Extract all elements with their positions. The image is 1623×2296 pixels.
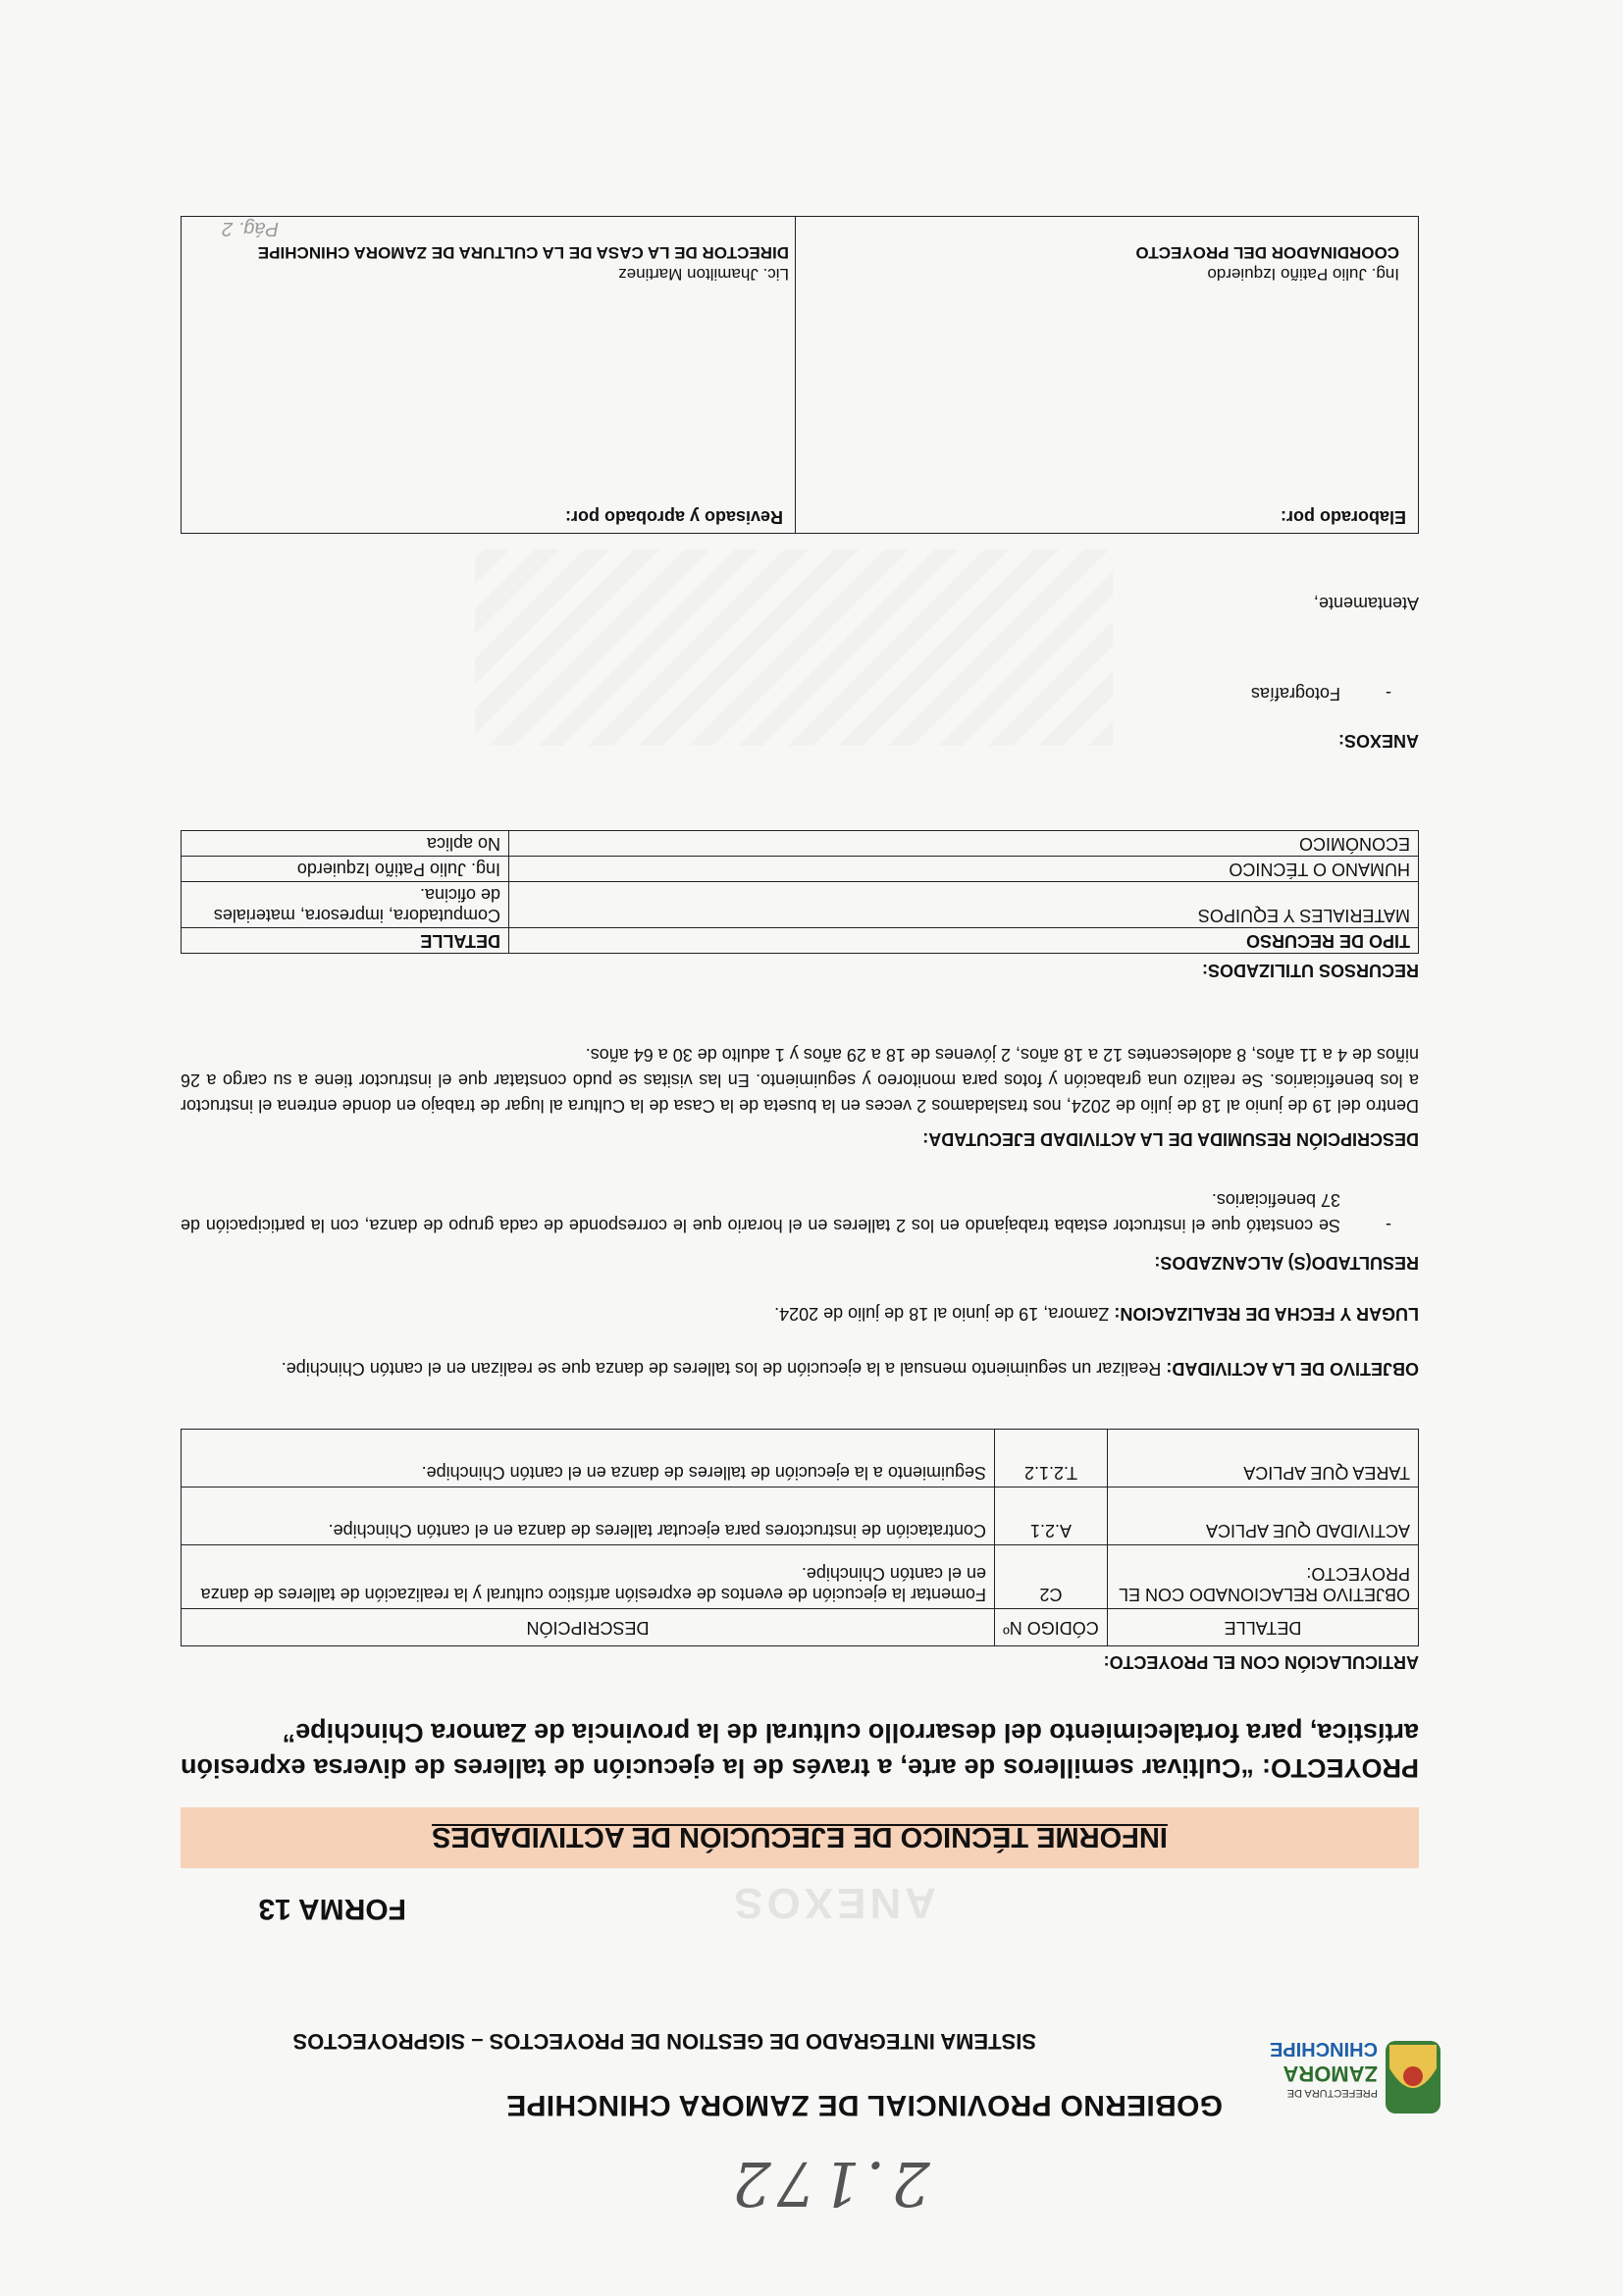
objetivo-paragraph	[181, 1356, 1419, 1382]
cell-codigo: C2	[995, 1545, 1108, 1609]
logo-line1: PREFECTURA DE	[1286, 2087, 1378, 2099]
table-row	[182, 1487, 1419, 1545]
cell-tipo: ECONÓMICO	[509, 831, 1419, 857]
resultados-list	[181, 1187, 1391, 1238]
descripcion-label: DESCRIPCIÓN RESUMIDA DE LA ACTIVIDAD EJECUTADA:	[922, 1129, 1419, 1149]
anexos-list	[181, 681, 1391, 706]
table-header-row	[182, 1609, 1419, 1646]
cell-descripcion: Contratación de instructores para ejecutar talleres de danza en el cantón Chinchipe.	[182, 1487, 995, 1545]
table-header-row	[182, 928, 1419, 954]
lugar-label: LUGAR Y FECHA DE REALIZACION:	[1114, 1304, 1419, 1324]
cell-codigo: A.2.1	[995, 1487, 1108, 1545]
table-row	[182, 1545, 1419, 1609]
resultados-label: RESULTADO(S) ALCANZADOS:	[1154, 1253, 1419, 1273]
handwritten-page-number: 2.172	[726, 2148, 930, 2219]
cell-detalle: ACTIVIDAD QUE APLICA	[1108, 1487, 1419, 1545]
header-codigo: CÓDIGO Nº	[995, 1609, 1108, 1646]
anexos-label: ANEXOS:	[1337, 731, 1419, 751]
lugar-paragraph	[181, 1301, 1419, 1327]
system-name: SISTEMA INTEGRADO DE GESTION DE PROYECTOS – SIGPROYECTOS	[292, 2029, 1036, 2054]
table-row	[182, 857, 1419, 882]
report-title: INFORME TÉCNICO DE EJECUCIÓN DE ACTIVIDADES	[181, 1807, 1419, 1868]
logo-line2: ZAMORA	[1283, 2061, 1378, 2086]
table-row	[182, 882, 1419, 928]
cell-descripcion: Fomentar la ejecución de eventos de expresión artístico cultural y la realización de talleres de danza en el cantón Chinchipe.	[182, 1545, 995, 1609]
list-item: - Se constató que el instructor estaba trabajando en los 2 talleres en el horario que le corresponde de cada grupo de danza, con la participación de 37 beneficiarios.	[181, 1187, 1391, 1238]
objetivo-label: OBJETIVO DE LA ACTIVIDAD:	[1166, 1359, 1419, 1379]
page-stamp: Pág. 2	[222, 218, 279, 239]
org-name: GOBIERNO PROVINCIAL DE ZAMORA CHINCHIPE	[505, 2089, 1223, 2121]
ghost-annex-text: ANEXOS	[730, 1879, 936, 1927]
table-row	[182, 831, 1419, 857]
header-detalle: DETALLE	[1108, 1609, 1419, 1646]
articulacion-label: ARTICULACIÓN CON EL PROYECTO:	[1103, 1652, 1419, 1672]
revisado-name-block	[200, 241, 789, 285]
revisado-name: Lic. Jhamilton Martinez	[618, 265, 789, 284]
cell-codigo: T.2.1.2	[995, 1430, 1108, 1487]
cell-detalle: Computadora, impresora, materiales de oficina.	[182, 882, 509, 928]
descripcion-text: Dentro del 19 de junio al 18 de julio de 2024, nos trasladamos 2 veces en la buseta de la Casa de la Cultura al lugar de trabajo en donde entrena el instructor a los beneficiarios. Se realizo una grabación y fotos para monitoreo y seguimiento. En las visitas se pudo constatar que el instructor tiene a su cargo a 26 niños de 4 a 11 años, 8 adolescentes 12 a 18 años, 2 jóvenes de 18 a 29 años y 1 adulto de 30 a 64 años.	[181, 1045, 1419, 1116]
header-descripcion: DESCRIPCIÓN	[182, 1609, 995, 1646]
logo-line3: CHINCHIPE	[1269, 2038, 1378, 2060]
prefectura-logo	[1252, 2009, 1448, 2127]
cell-tipo: MATERIALES Y EQUIPOS	[509, 882, 1419, 928]
resultado-text: Se constató que el instructor estaba trabajando en los 2 talleres en el horario que le corresponde de cada grupo de danza, con la participación de 37 beneficiarios.	[181, 1190, 1340, 1235]
elaborado-name-block	[1135, 241, 1399, 285]
cell-detalle: OBJETIVO RELACIONADO CON EL PROYECTO:	[1108, 1545, 1419, 1609]
recursos-label: RECURSOS UTILIZADOS:	[1201, 961, 1419, 980]
header-tipo: TIPO DE RECURSO	[509, 928, 1419, 954]
table-row	[182, 1430, 1419, 1487]
elaborado-title: COORDINADOR DEL PROYECTO	[1135, 243, 1399, 262]
faded-annex-photo	[475, 549, 1113, 746]
revisado-title: DIRECTOR DE LA CASA DE LA CULTURA DE ZAMORA CHINCHIPE	[257, 243, 789, 262]
elaborado-name: Ing. Julio Patiño Izquierdo	[1207, 265, 1399, 284]
closing-text: Atentamente,	[1313, 594, 1419, 613]
revisado-label: Revisado y aprobado por:	[564, 507, 783, 527]
project-title: PROYECTO: “Cultivar semilleros de arte, a través de la ejecución de talleres de diversa expresión artística, para fortalecimiento del desarrollo cultural de la provincia de Zamora Chinchipe”	[181, 1718, 1419, 1783]
cell-detalle: No aplica	[182, 831, 509, 857]
cell-descripcion: Seguimiento a la ejecución de talleres de danza en el cantón Chinchipe.	[182, 1430, 995, 1487]
cell-detalle: Ing. Julio Patiño Izquierdo	[182, 857, 509, 882]
objetivo-text: Realizar un seguimiento mensual a la ejecución de los talleres de danza que se realizan en el cantón Chinchipe.	[281, 1359, 1167, 1379]
anexo-text: Fotografías	[1250, 684, 1340, 704]
recursos-table	[181, 830, 1419, 954]
lugar-text: Zamora, 19 de junio al 18 de julio de 2024.	[774, 1304, 1115, 1324]
document-header	[173, 1990, 1448, 2127]
cell-detalle: TAREA QUE APLICA	[1108, 1430, 1419, 1487]
form-number: FORMA 13	[258, 1893, 406, 1925]
header-detalle: DETALLE	[182, 928, 509, 954]
list-item: - Fotografías	[181, 681, 1391, 706]
articulacion-table	[181, 1429, 1419, 1646]
cell-tipo: HUMANO O TÉCNICO	[509, 857, 1419, 882]
elaborado-label: Elaborado por:	[1280, 507, 1406, 527]
